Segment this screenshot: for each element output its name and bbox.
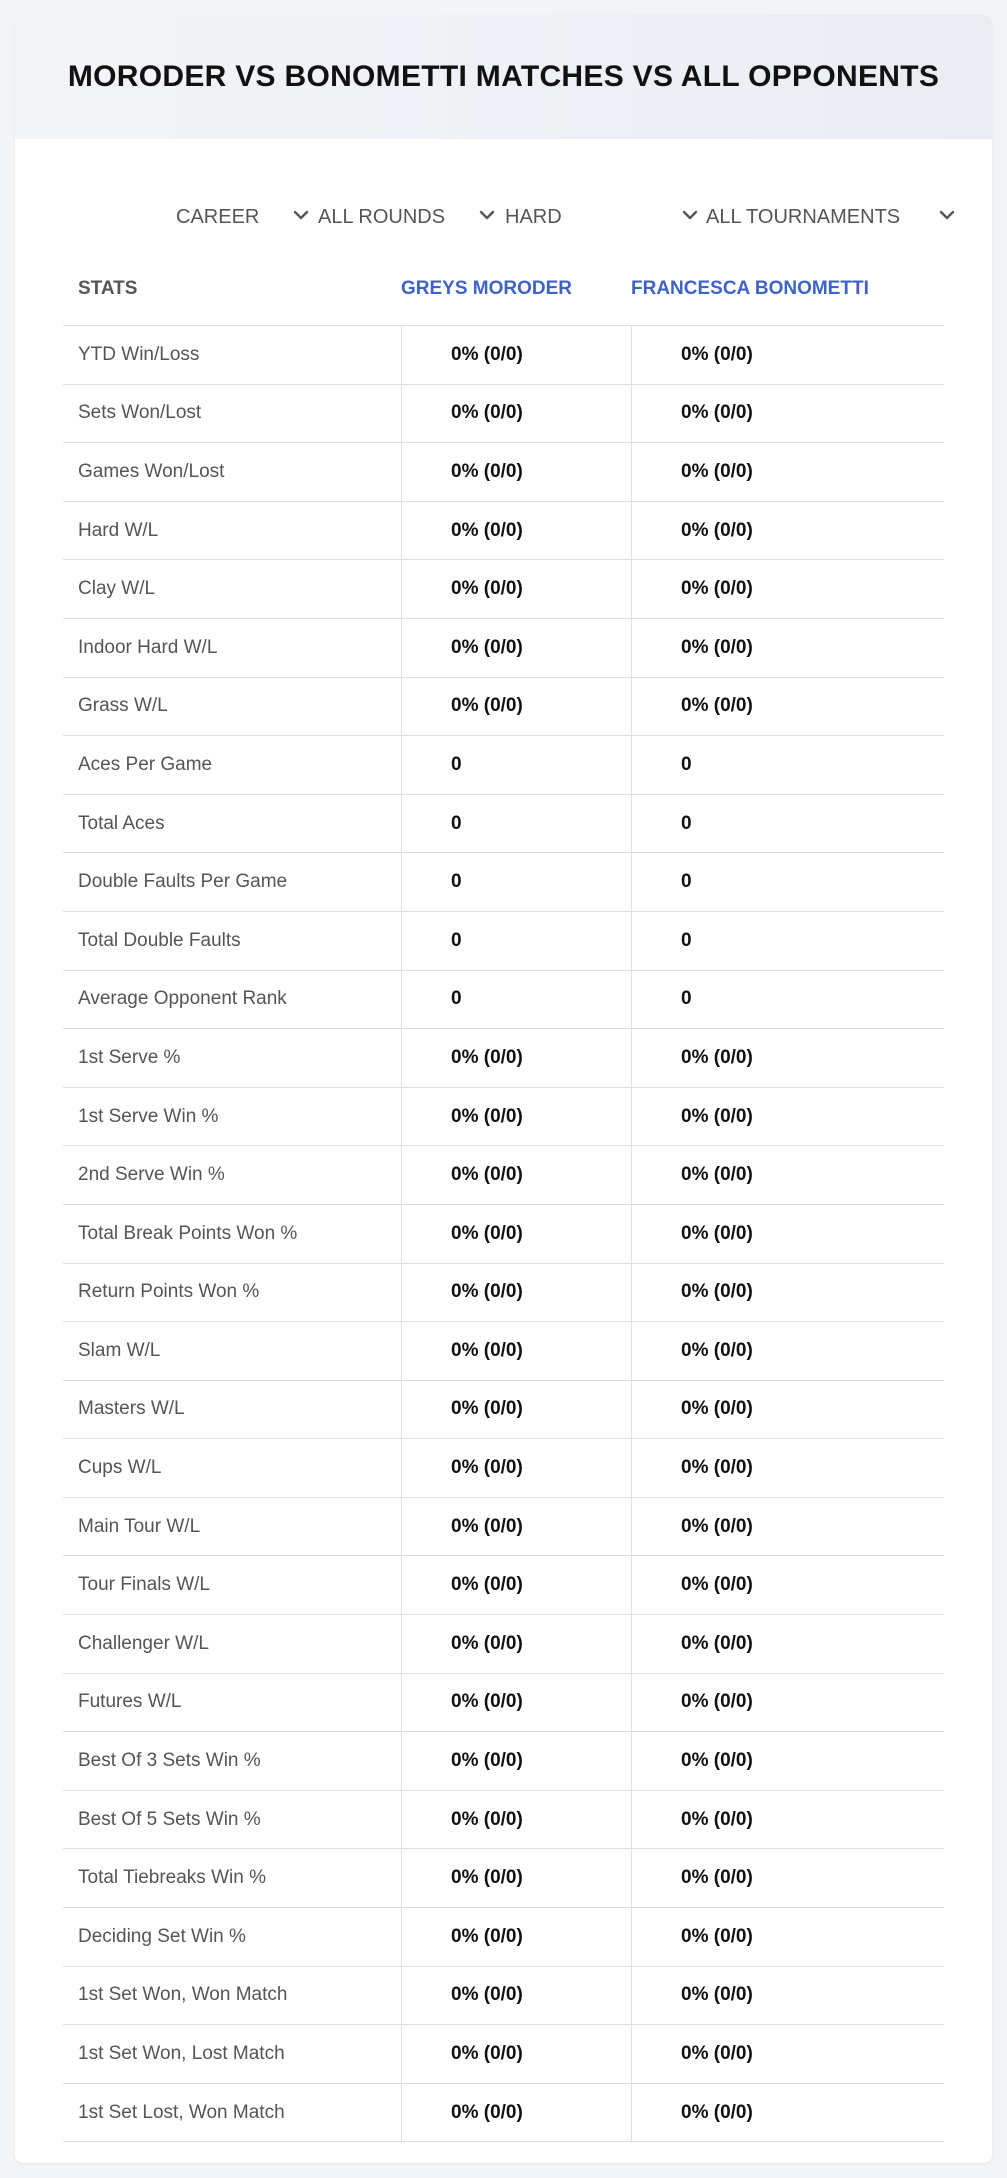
stat-label: Grass W/L (78, 695, 168, 717)
table-row (63, 1146, 944, 1205)
player2-value: 0% (0/0) (631, 385, 944, 443)
period-select[interactable] (176, 200, 312, 234)
player2-value: 0% (0/0) (631, 560, 944, 618)
stat-label: Indoor Hard W/L (78, 636, 218, 658)
stat-label: Total Tiebreaks Win % (78, 1867, 266, 1889)
table-row (63, 1556, 944, 1615)
table-row (63, 971, 944, 1030)
stat-label: Best Of 5 Sets Win % (78, 1808, 261, 1830)
stat-label: Sets Won/Lost (78, 402, 202, 424)
player2-value: 0% (0/0) (631, 1732, 944, 1790)
stat-label: Slam W/L (78, 1339, 161, 1361)
table-row (63, 912, 944, 971)
stat-label: Tour Finals W/L (78, 1574, 210, 1596)
player1-value: 0% (0/0) (401, 1205, 631, 1263)
player1-value: 0% (0/0) (401, 1732, 631, 1790)
table-row (63, 1967, 944, 2026)
player1-value: 0% (0/0) (401, 1381, 631, 1439)
player1-value: 0% (0/0) (401, 619, 631, 677)
table-row (63, 1674, 944, 1733)
page-title: MORODER VS BONOMETTI MATCHES VS ALL OPPONENTS (67, 60, 940, 93)
stat-label: Double Faults Per Game (78, 871, 288, 893)
player2-value: 0% (0/0) (631, 1674, 944, 1732)
player2-value: 0% (0/0) (631, 619, 944, 677)
player1-value: 0% (0/0) (401, 1674, 631, 1732)
column-header-player2[interactable]: FRANCESCA BONOMETTI (631, 278, 869, 299)
player2-value: 0 (631, 795, 944, 853)
player2-value: 0% (0/0) (631, 1029, 944, 1087)
stat-label: Clay W/L (78, 578, 156, 600)
stat-label: Return Points Won % (78, 1281, 260, 1303)
stat-label: Hard W/L (78, 519, 159, 541)
stat-label: Challenger W/L (78, 1632, 209, 1654)
stat-label: Best Of 3 Sets Win % (78, 1750, 261, 1772)
player1-value: 0 (401, 971, 631, 1029)
player2-value: 0% (0/0) (631, 1381, 944, 1439)
player1-value: 0% (0/0) (401, 1146, 631, 1204)
table-body (63, 326, 944, 2142)
surface-select-value: HARD (505, 205, 562, 228)
player1-value: 0% (0/0) (401, 1088, 631, 1146)
stat-label: 1st Set Lost, Won Match (78, 2101, 285, 2123)
stat-label: 1st Set Won, Lost Match (78, 2043, 285, 2065)
player2-value: 0% (0/0) (631, 1849, 944, 1907)
player2-value: 0% (0/0) (631, 1908, 944, 1966)
player2-value: 0% (0/0) (631, 2025, 944, 2083)
column-header-player1[interactable]: GREYS MORODER (401, 278, 573, 299)
player2-value: 0% (0/0) (631, 1967, 944, 2025)
stats-table (63, 252, 944, 2142)
player1-value: 0% (0/0) (401, 1264, 631, 1322)
player2-value: 0% (0/0) (631, 678, 944, 736)
table-row (63, 619, 944, 678)
table-row (63, 678, 944, 737)
chevron-down-icon (936, 204, 958, 226)
table-row (63, 1732, 944, 1791)
player1-value: 0% (0/0) (401, 1615, 631, 1673)
table-row (63, 443, 944, 502)
stat-label: 1st Serve Win % (78, 1105, 219, 1127)
player1-value: 0 (401, 736, 631, 794)
stat-label: Total Double Faults (78, 929, 241, 951)
table-row (63, 385, 944, 444)
player1-value: 0% (0/0) (401, 1908, 631, 1966)
stat-label: Games Won/Lost (78, 460, 225, 482)
player2-value: 0% (0/0) (631, 326, 944, 384)
stat-label: Cups W/L (78, 1457, 162, 1479)
player1-value: 0% (0/0) (401, 385, 631, 443)
tournaments-select[interactable] (706, 200, 958, 234)
player1-value: 0 (401, 853, 631, 911)
player2-value: 0 (631, 736, 944, 794)
table-row (63, 853, 944, 912)
player1-value: 0% (0/0) (401, 1791, 631, 1849)
period-select-value: CAREER (176, 205, 260, 228)
player1-value: 0% (0/0) (401, 2084, 631, 2142)
table-row (63, 1791, 944, 1850)
table-row (63, 1322, 944, 1381)
stat-label: Total Aces (78, 812, 165, 834)
player1-value: 0% (0/0) (401, 678, 631, 736)
player1-value: 0% (0/0) (401, 443, 631, 501)
table-row (63, 1029, 944, 1088)
player2-value: 0% (0/0) (631, 1556, 944, 1614)
stat-label: YTD Win/Loss (78, 343, 200, 365)
player2-value: 0% (0/0) (631, 1146, 944, 1204)
player2-value: 0% (0/0) (631, 1498, 944, 1556)
player1-value: 0% (0/0) (401, 502, 631, 560)
player2-value: 0% (0/0) (631, 1615, 944, 1673)
stat-label: Deciding Set Win % (78, 1925, 246, 1947)
table-row (63, 1088, 944, 1147)
player2-value: 0 (631, 971, 944, 1029)
stats-card (15, 15, 992, 2163)
player2-value: 0% (0/0) (631, 1205, 944, 1263)
table-row (63, 326, 944, 385)
player1-value: 0% (0/0) (401, 1967, 631, 2025)
chevron-down-icon (679, 204, 701, 226)
player2-value: 0% (0/0) (631, 502, 944, 560)
stat-label: 1st Set Won, Won Match (78, 1984, 288, 2006)
player1-value: 0 (401, 912, 631, 970)
table-row (63, 795, 944, 854)
player2-value: 0% (0/0) (631, 1791, 944, 1849)
player1-value: 0% (0/0) (401, 1556, 631, 1614)
stat-label: Total Break Points Won % (78, 1222, 298, 1244)
player2-value: 0% (0/0) (631, 1264, 944, 1322)
chevron-down-icon (290, 204, 312, 226)
player2-value: 0 (631, 912, 944, 970)
stat-label: 1st Serve % (78, 1046, 181, 1068)
tournaments-select-value: ALL TOURNAMENTS (706, 205, 901, 228)
table-row (63, 1615, 944, 1674)
player1-value: 0% (0/0) (401, 326, 631, 384)
table-header (63, 252, 944, 326)
table-row (63, 1205, 944, 1264)
table-row (63, 1264, 944, 1323)
player2-value: 0% (0/0) (631, 1088, 944, 1146)
stat-label: Main Tour W/L (78, 1515, 201, 1537)
table-row (63, 736, 944, 795)
stat-label: 2nd Serve Win % (78, 1164, 225, 1186)
table-row (63, 502, 944, 561)
table-row (63, 2025, 944, 2084)
player1-value: 0% (0/0) (401, 2025, 631, 2083)
table-row (63, 1381, 944, 1440)
page-header (15, 15, 992, 139)
player1-value: 0% (0/0) (401, 1439, 631, 1497)
stat-label: Average Opponent Rank (78, 988, 287, 1010)
player1-value: 0% (0/0) (401, 1322, 631, 1380)
column-header-stats: STATS (78, 278, 138, 299)
player2-value: 0 (631, 853, 944, 911)
table-row (63, 1908, 944, 1967)
table-row (63, 560, 944, 619)
surface-select[interactable] (505, 200, 701, 234)
player2-value: 0% (0/0) (631, 443, 944, 501)
table-row (63, 2084, 944, 2143)
player1-value: 0% (0/0) (401, 1849, 631, 1907)
filter-bar (15, 182, 992, 252)
rounds-select-value: ALL ROUNDS (318, 205, 446, 228)
chevron-down-icon (476, 204, 498, 226)
table-row (63, 1849, 944, 1908)
player1-value: 0% (0/0) (401, 1029, 631, 1087)
stat-label: Futures W/L (78, 1691, 182, 1713)
table-row (63, 1498, 944, 1557)
rounds-select[interactable] (318, 200, 498, 234)
player1-value: 0% (0/0) (401, 560, 631, 618)
stat-label: Aces Per Game (78, 753, 213, 775)
player2-value: 0% (0/0) (631, 1439, 944, 1497)
table-row (63, 1439, 944, 1498)
stat-label: Masters W/L (78, 1398, 185, 1420)
player2-value: 0% (0/0) (631, 2084, 944, 2142)
player2-value: 0% (0/0) (631, 1322, 944, 1380)
player1-value: 0 (401, 795, 631, 853)
player1-value: 0% (0/0) (401, 1498, 631, 1556)
